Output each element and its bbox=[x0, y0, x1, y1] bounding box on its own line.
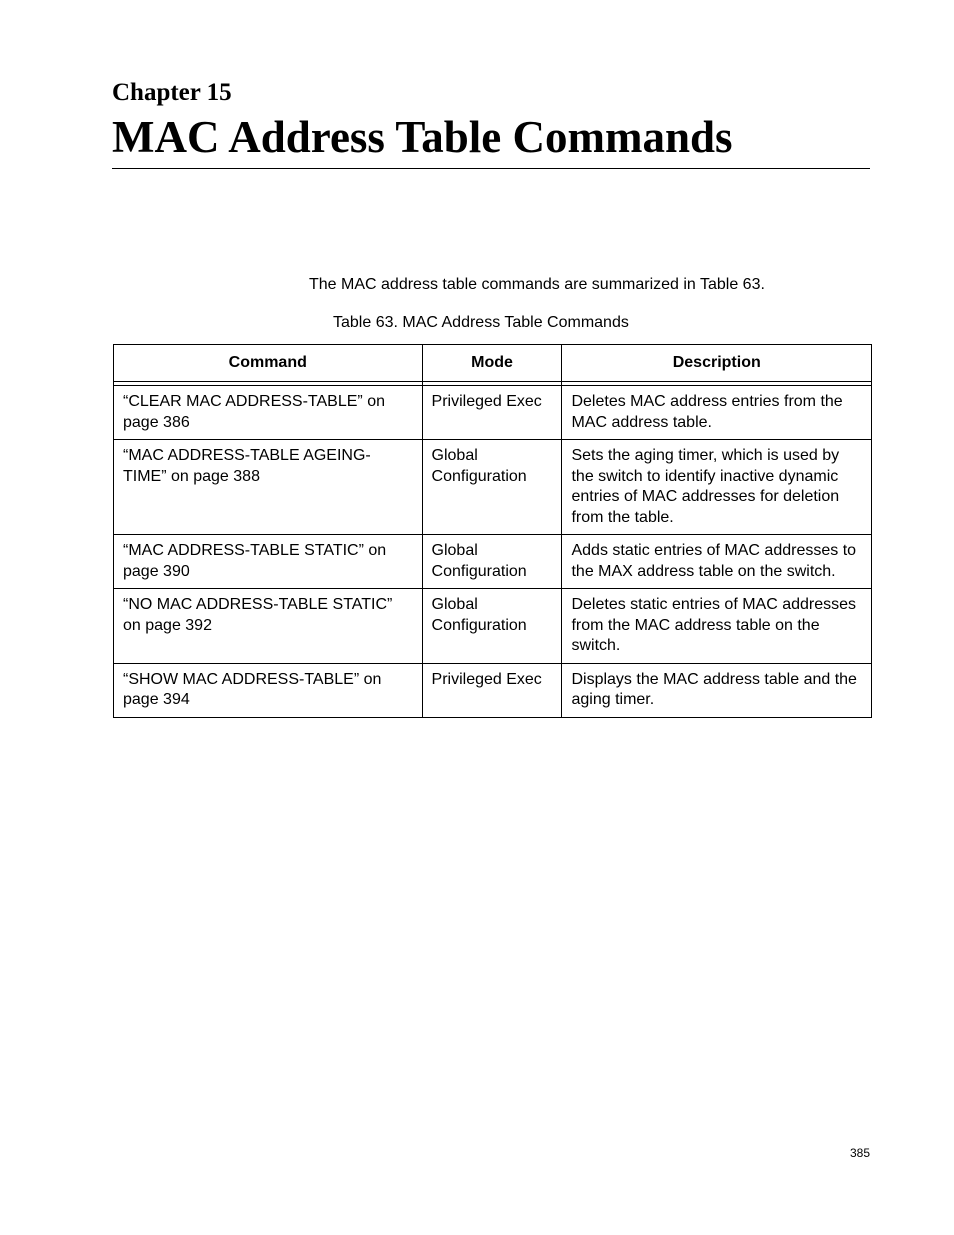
table-row bbox=[114, 663, 872, 717]
command-link[interactable]: “SHOW MAC ADDRESS-TABLE” on page 394 bbox=[123, 670, 382, 708]
command-link[interactable]: “CLEAR MAC ADDRESS-TABLE” on page 386 bbox=[123, 393, 385, 431]
description-cell: Deletes MAC address entries from the MAC address table. bbox=[571, 393, 843, 431]
table-row bbox=[114, 386, 872, 440]
intro-paragraph: The MAC address table commands are summarized in Table 63. bbox=[309, 276, 765, 293]
title-divider bbox=[112, 168, 870, 169]
page-number: 385 bbox=[849, 1146, 870, 1160]
command-link[interactable]: “MAC ADDRESS-TABLE STATIC” on page 390 bbox=[123, 542, 387, 580]
mode-cell: Privileged Exec bbox=[431, 670, 542, 688]
header-description: Description bbox=[562, 345, 872, 382]
description-cell: Sets the aging timer, which is used by the switch to identify inactive dynamic entries of MAC addresses for deletion from the table. bbox=[571, 447, 840, 526]
commands-table bbox=[113, 344, 872, 718]
table-row bbox=[114, 535, 872, 589]
header-mode: Mode bbox=[422, 345, 562, 382]
table-caption: Table 63. MAC Address Table Commands bbox=[333, 314, 629, 331]
chapter-title: MAC Address Table Commands bbox=[112, 112, 733, 162]
table-header-row bbox=[114, 345, 872, 382]
mode-cell: Global Configuration bbox=[431, 447, 527, 485]
description-cell: Adds static entries of MAC addresses to the MAX address table on the switch. bbox=[571, 542, 857, 580]
command-link[interactable]: “MAC ADDRESS-TABLE AGEING-TIME” on page 388 bbox=[123, 447, 371, 485]
chapter-label: Chapter 15 bbox=[112, 79, 232, 106]
mode-cell: Global Configuration bbox=[431, 596, 527, 634]
command-link[interactable]: “NO MAC ADDRESS-TABLE STATIC” on page 392 bbox=[123, 596, 393, 634]
header-command: Command bbox=[114, 345, 423, 382]
table-row bbox=[114, 589, 872, 664]
mode-cell: Global Configuration bbox=[431, 542, 527, 580]
description-cell: Displays the MAC address table and the aging timer. bbox=[571, 670, 857, 708]
mode-cell: Privileged Exec bbox=[431, 393, 542, 410]
description-cell: Deletes static entries of MAC addresses from the MAC address table on the switch. bbox=[571, 596, 857, 654]
table-row bbox=[114, 440, 872, 535]
